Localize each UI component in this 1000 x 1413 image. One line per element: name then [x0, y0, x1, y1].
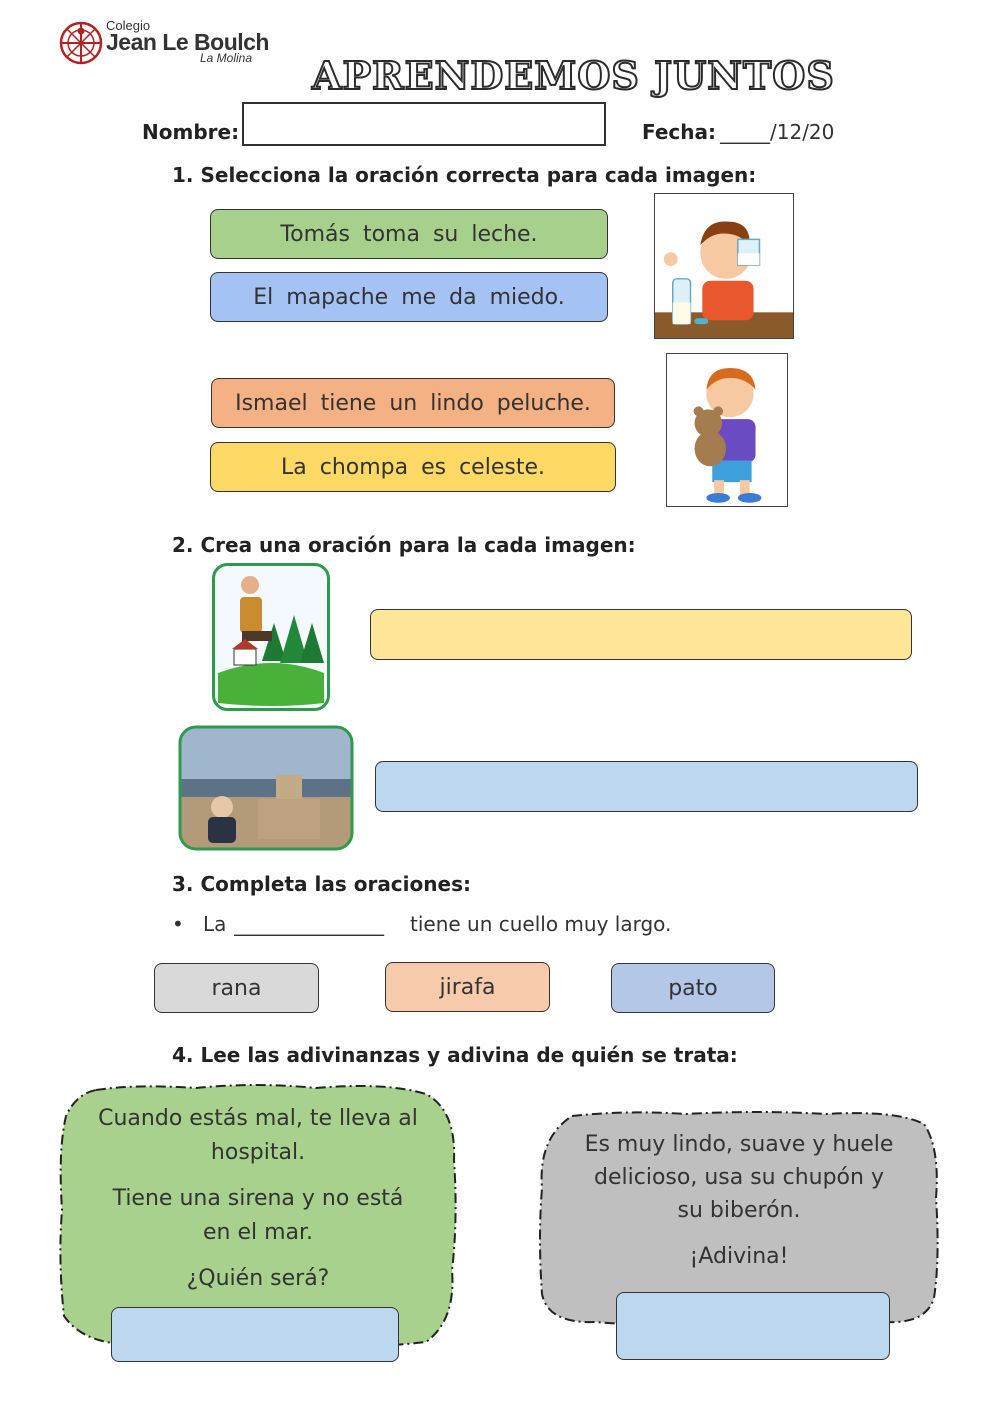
logo-colegio-text: Colegio: [106, 18, 151, 33]
riddle2-line4: ¡Adivina!: [689, 1244, 789, 1269]
logo-location-text: La Molina: [200, 51, 253, 65]
section4-heading: 4. Lee las adivinanzas y adivina de quién se trata:: [172, 1043, 738, 1067]
logo-school-name: Jean Le Boulch: [106, 29, 269, 55]
fecha-label: Fecha:: [642, 120, 717, 144]
riddle2-line1: Es muy lindo, suave y huele: [584, 1132, 894, 1157]
boy-sandcastle-image: [178, 725, 354, 851]
riddle1-line1: Cuando estás mal, te lleva al: [98, 1106, 418, 1131]
option-sentence-3[interactable]: Ismael tiene un lindo peluche.: [211, 378, 615, 428]
nombre-label: Nombre:: [142, 120, 240, 144]
option-sentence-1[interactable]: Tomás toma su leche.: [210, 209, 608, 259]
sentence-answer-field-2[interactable]: [375, 761, 918, 812]
section3-heading: 3. Completa las oraciones:: [172, 872, 471, 896]
riddle2-answer-field[interactable]: [616, 1292, 890, 1360]
section2-heading: 2. Crea una oración para la cada imagen:: [172, 533, 636, 557]
sentence-answer-field-1[interactable]: [370, 609, 912, 660]
riddle1-answer-field[interactable]: [111, 1307, 399, 1362]
boy-drinking-milk-image: [654, 193, 794, 339]
riddle1-line3: Tiene una sirena y no está: [112, 1186, 404, 1211]
sentence-blank[interactable]: _______________: [234, 912, 384, 936]
sentence-start: La: [203, 912, 227, 936]
bullet: •: [172, 912, 184, 936]
page-title: APRENDEMOS JUNTOS: [312, 53, 835, 98]
riddle1-line5: ¿Quién será?: [186, 1266, 330, 1291]
choice-pato[interactable]: pato: [611, 963, 775, 1013]
riddle1-line4: en el mar.: [202, 1220, 314, 1245]
option-sentence-4[interactable]: La chompa es celeste.: [210, 442, 616, 492]
man-on-hill-image: [212, 563, 330, 711]
riddle1-line2: hospital.: [210, 1140, 306, 1165]
section1-heading: 1. Selecciona la oración correcta para cada imagen:: [172, 163, 757, 187]
option-sentence-2[interactable]: El mapache me da miedo.: [210, 272, 608, 322]
choice-jirafa[interactable]: jirafa: [385, 962, 550, 1012]
nombre-input[interactable]: [242, 102, 606, 146]
school-logo-icon: [58, 20, 104, 66]
fecha-value[interactable]: _____/12/20: [720, 120, 835, 144]
boy-with-teddy-image: [666, 353, 788, 507]
choice-rana[interactable]: rana: [154, 963, 319, 1013]
riddle2-line3: su biberón.: [677, 1198, 801, 1223]
riddle2-line2: delicioso, usa su chupón y: [594, 1165, 884, 1190]
sentence-end: tiene un cuello muy largo.: [410, 912, 672, 936]
